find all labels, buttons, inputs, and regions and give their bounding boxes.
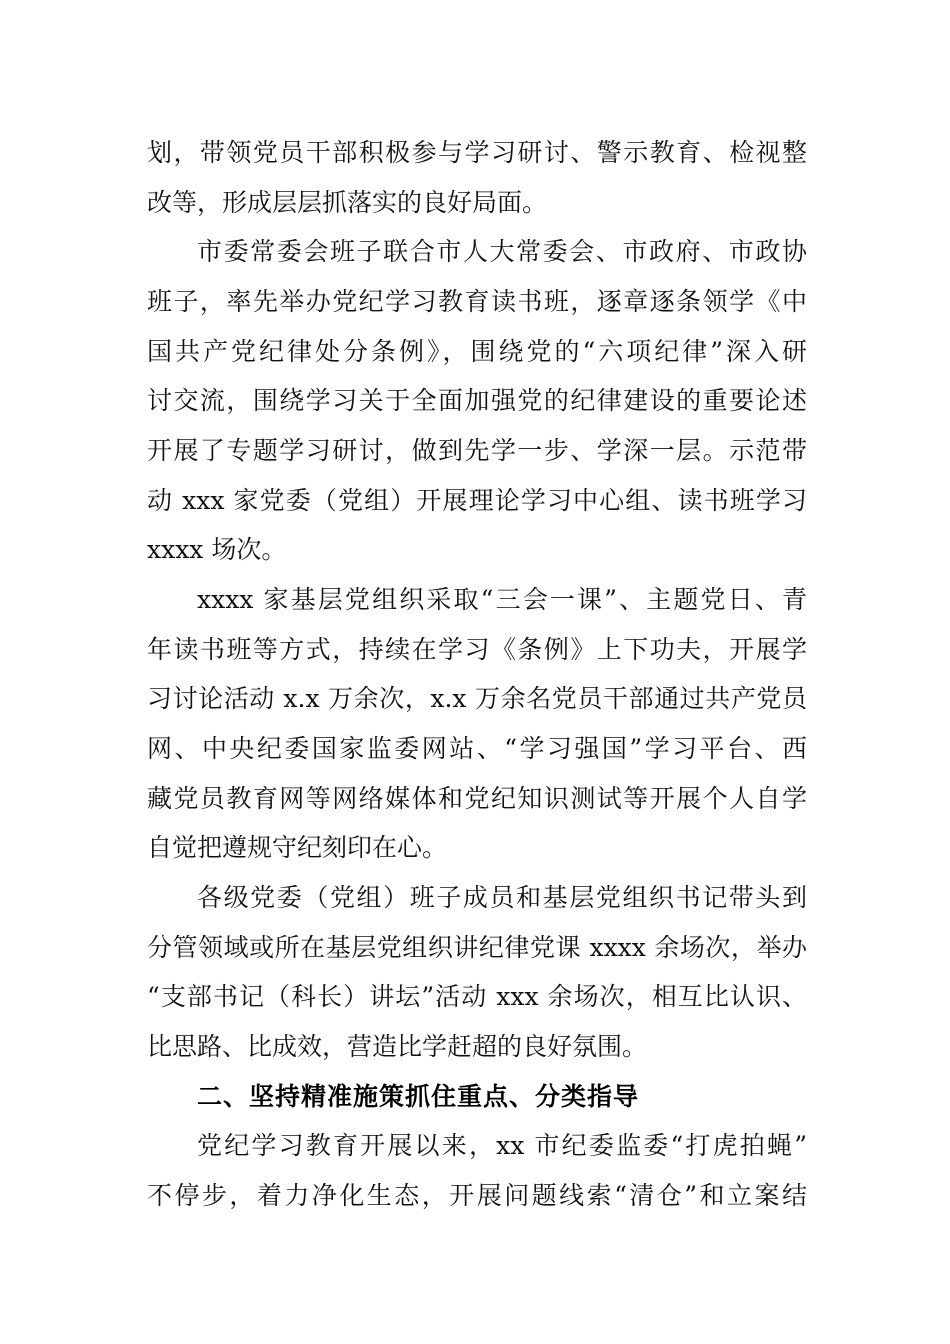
text-line: 讨交流，围绕学习关于全面加强党的纪律建设的重要论述 [147,386,807,415]
text-line: 开展了专题学习研讨，做到先学一步、学深一层。示范带 [147,436,807,465]
text-line: 自觉把遵规守纪刻印在心。 [147,833,448,862]
text-line: 比思路、比成效，营造比学赶超的良好氛围。 [147,1032,648,1061]
text-line: xxxx 家基层党组织采取“三会一课”、主题党日、青 [197,585,807,614]
text-line: 市委常委会班子联合市人大常委会、市政府、市政协 [197,237,807,266]
text-line: 党纪学习教育开展以来，xx 市纪委监委“打虎拍蝇” [197,1131,807,1160]
text-line: xxxx 场次。 [147,535,287,564]
text-line: 习讨论活动 x.x 万余次，x.x 万余名党员干部通过共产党员 [147,684,807,713]
text-line: 各级党委（党组）班子成员和基层党组织书记带头到 [197,883,807,912]
text-line: 划，带领党员干部积极参与学习研讨、警示教育、检视整 [147,138,807,167]
text-line: 班子，率先举办党纪学习教育读书班，逐章逐条领学《中 [147,287,807,316]
text-line: 动 xxx 家党委（党组）开展理论学习中心组、读书班学习 [147,486,807,515]
section-heading: 二、坚持精准施策抓住重点、分类指导 [197,1082,640,1111]
text-line: 藏党员教育网等网络媒体和党纪知识测试等开展个人自学 [147,784,807,813]
text-line: 分管领域或所在基层党组织讲纪律党课 xxxx 余场次，举办 [147,933,807,962]
text-line: 不停步，着力净化生态，开展问题线索“清仓”和立案结 [147,1181,807,1210]
text-line: 年读书班等方式，持续在学习《条例》上下功夫，开展学 [147,635,807,664]
text-line: 国共产党纪律处分条例》，围绕党的“六项纪律”深入研 [147,337,807,366]
text-line: “支部书记（科长）讲坛”活动 xxx 余场次，相互比认识、 [147,982,807,1011]
text-line: 改等，形成层层抓落实的良好局面。 [147,188,548,217]
text-line: 网、中央纪委国家监委网站、“学习强国”学习平台、西 [147,734,807,763]
